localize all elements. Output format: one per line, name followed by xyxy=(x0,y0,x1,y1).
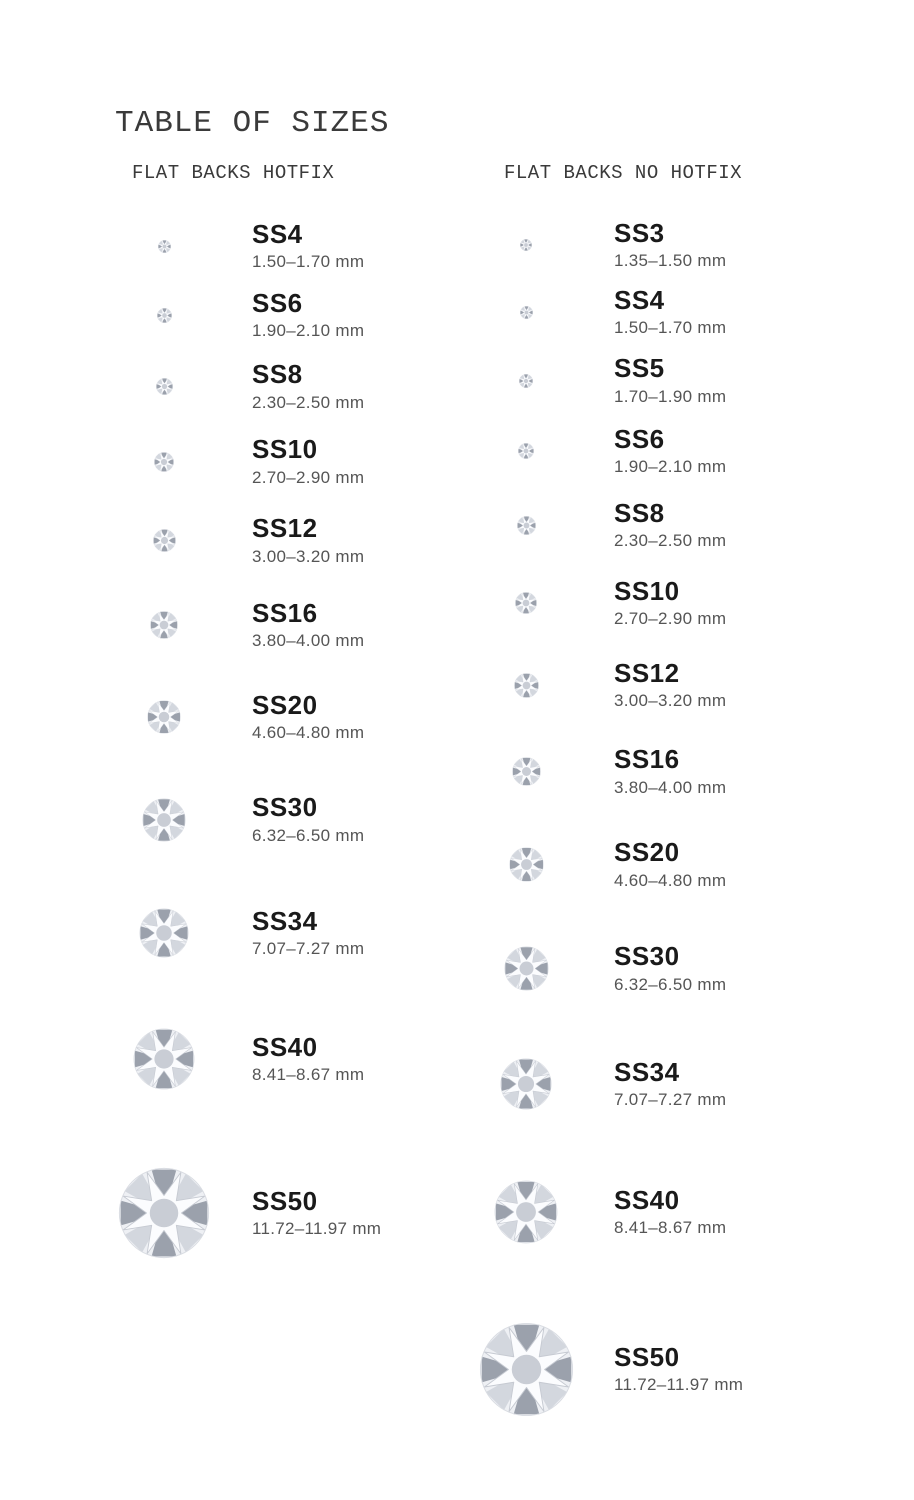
size-range-mm: 7.07–7.27 mm xyxy=(252,939,365,959)
crystal-icon xyxy=(518,443,534,459)
column-header-no-hotfix: FLAT BACKS NO HOTFIX xyxy=(504,162,743,184)
size-text xyxy=(614,499,726,552)
crystal-icon xyxy=(157,308,172,323)
crystal-icon-cell xyxy=(462,306,590,319)
size-row xyxy=(462,1024,892,1144)
size-row xyxy=(462,563,892,643)
size-row xyxy=(462,1144,892,1280)
crystal-icon-cell xyxy=(462,374,590,388)
size-text xyxy=(614,659,726,712)
crystal-icon xyxy=(139,908,189,958)
size-row xyxy=(462,643,892,727)
size-range-mm: 1.70–1.90 mm xyxy=(614,386,727,406)
crystal-icon-cell xyxy=(462,592,590,614)
size-code: SS5 xyxy=(614,353,665,384)
size-row xyxy=(462,278,892,346)
size-range-mm: 3.80–4.00 mm xyxy=(252,631,365,651)
size-code: SS20 xyxy=(614,837,680,868)
size-row xyxy=(462,727,892,816)
size-text xyxy=(614,838,726,891)
size-range-mm: 3.00–3.20 mm xyxy=(252,546,365,566)
size-code: SS10 xyxy=(252,434,318,465)
size-code: SS8 xyxy=(614,497,665,528)
size-code: SS6 xyxy=(252,287,303,318)
size-row xyxy=(100,350,480,423)
size-code: SS20 xyxy=(252,689,318,720)
size-range-mm: 1.90–2.10 mm xyxy=(252,321,365,341)
crystal-icon xyxy=(500,1058,552,1110)
size-text xyxy=(252,514,364,567)
size-row xyxy=(462,212,892,278)
size-code: SS30 xyxy=(614,941,680,972)
size-range-mm: 1.50–1.70 mm xyxy=(614,318,727,338)
size-range-mm: 4.60–4.80 mm xyxy=(614,870,727,890)
crystal-icon xyxy=(520,306,533,319)
column-hotfix xyxy=(100,212,480,1300)
size-code: SS50 xyxy=(614,1341,680,1372)
size-range-mm: 3.80–4.00 mm xyxy=(614,777,727,797)
size-range-mm: 4.60–4.80 mm xyxy=(252,723,365,743)
crystal-icon xyxy=(512,757,541,786)
size-code: SS12 xyxy=(614,657,680,688)
crystal-icon xyxy=(142,798,186,842)
crystal-icon-cell xyxy=(100,452,228,472)
size-row xyxy=(100,992,480,1126)
crystal-icon-cell xyxy=(100,1028,228,1090)
size-row xyxy=(100,669,480,765)
size-code: SS16 xyxy=(614,744,680,775)
crystal-icon xyxy=(517,516,536,535)
size-row xyxy=(462,816,892,913)
crystal-icon xyxy=(514,673,539,698)
size-code: SS4 xyxy=(252,218,303,249)
size-code: SS10 xyxy=(614,575,680,606)
crystal-icon xyxy=(150,611,178,639)
size-code: SS34 xyxy=(614,1056,680,1087)
crystal-icon-cell xyxy=(100,611,228,639)
size-range-mm: 1.50–1.70 mm xyxy=(252,252,365,272)
size-range-mm: 8.41–8.67 mm xyxy=(614,1218,727,1238)
size-range-mm: 1.35–1.50 mm xyxy=(614,251,727,271)
size-range-mm: 6.32–6.50 mm xyxy=(252,825,365,845)
size-text xyxy=(614,1343,743,1396)
crystal-icon-cell xyxy=(462,239,590,251)
size-row xyxy=(462,487,892,563)
size-text xyxy=(614,942,726,995)
size-text xyxy=(614,1058,726,1111)
crystal-icon-cell xyxy=(100,529,228,552)
crystal-icon xyxy=(118,1167,210,1259)
size-code: SS34 xyxy=(252,905,318,936)
size-row xyxy=(100,874,480,992)
size-text xyxy=(614,745,726,798)
size-code: SS16 xyxy=(252,597,318,628)
size-code: SS3 xyxy=(614,217,665,248)
size-text xyxy=(252,1187,381,1240)
size-range-mm: 2.70–2.90 mm xyxy=(252,467,365,487)
size-text xyxy=(252,793,364,846)
crystal-icon-cell xyxy=(462,847,590,882)
crystal-icon-cell xyxy=(100,240,228,253)
size-text xyxy=(252,1033,364,1086)
size-code: SS8 xyxy=(252,359,303,390)
crystal-icon xyxy=(515,592,537,614)
size-row xyxy=(462,415,892,487)
crystal-icon-cell xyxy=(462,443,590,459)
crystal-icon xyxy=(133,1028,195,1090)
size-row xyxy=(100,212,480,280)
size-code: SS40 xyxy=(614,1184,680,1215)
crystal-icon xyxy=(479,1322,574,1417)
size-text xyxy=(614,425,726,478)
size-range-mm: 1.90–2.10 mm xyxy=(614,457,727,477)
page-title: TABLE OF SIZES xyxy=(115,106,390,141)
size-code: SS6 xyxy=(614,423,665,454)
size-row xyxy=(462,346,892,415)
size-range-mm: 7.07–7.27 mm xyxy=(614,1090,727,1110)
size-row xyxy=(100,1126,480,1300)
size-text xyxy=(252,360,364,413)
size-code: SS50 xyxy=(252,1185,318,1216)
size-range-mm: 2.30–2.50 mm xyxy=(252,392,365,412)
size-text xyxy=(252,907,364,960)
crystal-icon-cell xyxy=(462,1322,590,1417)
crystal-icon-cell xyxy=(462,1180,590,1244)
crystal-icon xyxy=(520,239,532,251)
crystal-icon-cell xyxy=(462,516,590,535)
size-range-mm: 11.72–11.97 mm xyxy=(252,1219,382,1239)
crystal-icon-cell xyxy=(100,908,228,958)
size-code: SS30 xyxy=(252,792,318,823)
crystal-icon xyxy=(494,1180,558,1244)
size-text xyxy=(614,286,726,339)
size-text xyxy=(252,599,364,652)
crystal-icon-cell xyxy=(462,1058,590,1110)
crystal-icon-cell xyxy=(100,308,228,323)
size-row xyxy=(462,1280,892,1458)
crystal-icon-cell xyxy=(100,1167,228,1259)
size-text xyxy=(252,691,364,744)
crystal-icon xyxy=(519,374,533,388)
crystal-icon-cell xyxy=(462,946,590,991)
crystal-icon xyxy=(509,847,544,882)
size-text xyxy=(252,289,364,342)
size-range-mm: 3.00–3.20 mm xyxy=(614,691,727,711)
crystal-icon xyxy=(504,946,549,991)
crystal-icon xyxy=(147,700,181,734)
size-row xyxy=(462,913,892,1024)
size-row xyxy=(100,581,480,669)
size-code: SS40 xyxy=(252,1031,318,1062)
crystal-icon xyxy=(153,529,176,552)
crystal-icon-cell xyxy=(462,673,590,698)
size-row xyxy=(100,765,480,874)
size-text xyxy=(252,435,364,488)
size-row xyxy=(100,280,480,350)
size-row xyxy=(100,500,480,581)
size-range-mm: 8.41–8.67 mm xyxy=(252,1065,365,1085)
size-range-mm: 11.72–11.97 mm xyxy=(614,1375,744,1395)
crystal-icon-cell xyxy=(462,757,590,786)
crystal-icon-cell xyxy=(100,798,228,842)
size-text xyxy=(614,577,726,630)
size-text xyxy=(614,1186,726,1239)
size-text xyxy=(252,220,364,273)
size-text xyxy=(614,354,726,407)
size-text xyxy=(614,219,726,272)
crystal-icon xyxy=(158,240,171,253)
column-no-hotfix xyxy=(462,212,892,1458)
column-header-hotfix: FLAT BACKS HOTFIX xyxy=(132,162,335,184)
crystal-icon xyxy=(154,452,174,472)
size-row xyxy=(100,423,480,500)
size-range-mm: 6.32–6.50 mm xyxy=(614,974,727,994)
size-range-mm: 2.70–2.90 mm xyxy=(614,609,727,629)
crystal-icon-cell xyxy=(100,700,228,734)
crystal-icon xyxy=(156,378,173,395)
size-code: SS12 xyxy=(252,513,318,544)
size-code: SS4 xyxy=(614,284,665,315)
crystal-icon-cell xyxy=(100,378,228,395)
size-range-mm: 2.30–2.50 mm xyxy=(614,531,727,551)
